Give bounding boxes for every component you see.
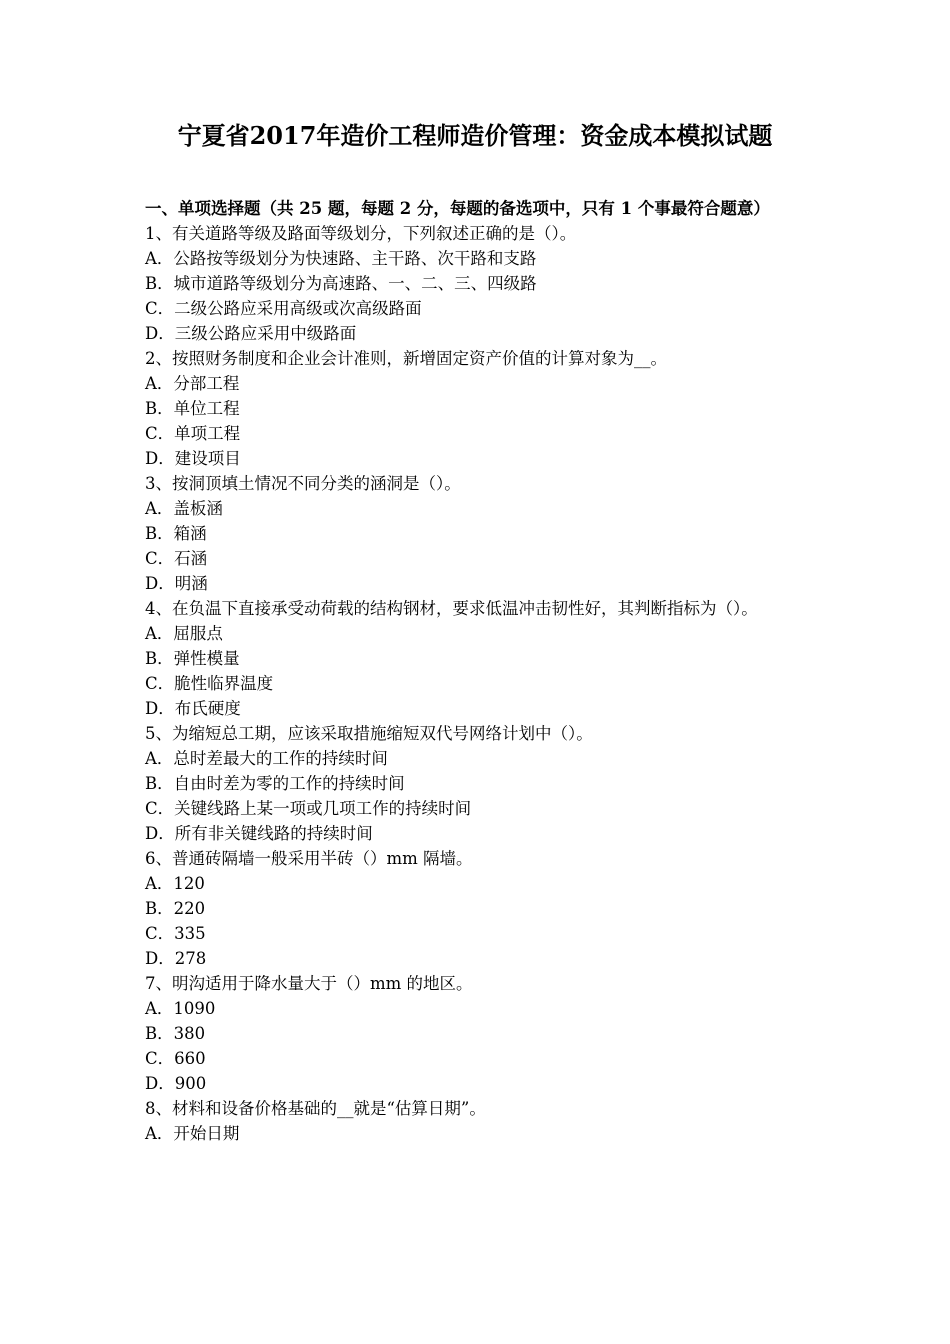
option-c: C．关键线路上某一项或几项工作的持续时间 — [145, 799, 472, 818]
option-c: C．二级公路应采用高级或次高级路面 — [145, 299, 422, 318]
document-body — [145, 196, 810, 1146]
option-d: D．278 — [145, 949, 207, 968]
question-list — [145, 221, 810, 1146]
option-b: B．箱涵 — [145, 524, 207, 543]
option-d: D．布氏硬度 — [145, 699, 241, 718]
option-c: C．单项工程 — [145, 424, 241, 443]
option-d: D．所有非关键线路的持续时间 — [145, 824, 373, 843]
question-stem: 4、在负温下直接承受动荷载的结构钢材，要求低温冲击韧性好，其判断指标为（）。 — [145, 599, 758, 618]
option-b: B．220 — [145, 899, 206, 918]
option-a: A．分部工程 — [145, 374, 240, 393]
question-stem: 1、有关道路等级及路面等级划分，下列叙述正确的是（）。 — [145, 224, 577, 243]
option-d: D．建设项目 — [145, 449, 241, 468]
question-stem: 3、按洞顶填土情况不同分类的涵洞是（）。 — [145, 474, 461, 493]
question-stem: 6、普通砖隔墙一般采用半砖（）mm 隔墙。 — [145, 849, 473, 868]
option-d: D．明涵 — [145, 574, 208, 593]
question-stem: 5、为缩短总工期，应该采取措施缩短双代号网络计划中（）。 — [145, 724, 593, 743]
option-d: D．900 — [145, 1074, 207, 1093]
option-b: B．自由时差为零的工作的持续时间 — [145, 774, 405, 793]
question-stem: 2、按照财务制度和企业会计准则，新增固定资产价值的计算对象为__。 — [145, 349, 667, 368]
question-stem: 7、明沟适用于降水量大于（）mm 的地区。 — [145, 974, 473, 993]
option-a: A．公路按等级划分为快速路、主干路、次干路和支路 — [145, 249, 537, 268]
section-heading: 一、单项选择题（共 25 题，每题 2 分，每题的备选项中，只有 1 个事最符合题意） — [145, 199, 770, 218]
option-c: C．脆性临界温度 — [145, 674, 274, 693]
option-c: C．335 — [145, 924, 206, 943]
option-b: B．弹性模量 — [145, 649, 240, 668]
option-b: B．单位工程 — [145, 399, 240, 418]
option-a: A．屈服点 — [145, 624, 223, 643]
option-c: C．石涵 — [145, 549, 208, 568]
option-a: A．开始日期 — [145, 1124, 240, 1143]
option-b: B．城市道路等级划分为高速路、一、二、三、四级路 — [145, 274, 537, 293]
option-a: A．120 — [145, 874, 205, 893]
option-b: B．380 — [145, 1024, 206, 1043]
question-stem: 8、材料和设备价格基础的__就是“估算日期”。 — [145, 1099, 486, 1118]
option-a: A．盖板涵 — [145, 499, 223, 518]
option-a: A．1090 — [145, 999, 216, 1018]
option-d: D．三级公路应采用中级路面 — [145, 324, 357, 343]
option-a: A．总时差最大的工作的持续时间 — [145, 749, 388, 768]
document-title: 宁夏省2017年造价工程师造价管理：资金成本模拟试题 — [177, 121, 773, 150]
option-c: C．660 — [145, 1049, 206, 1068]
